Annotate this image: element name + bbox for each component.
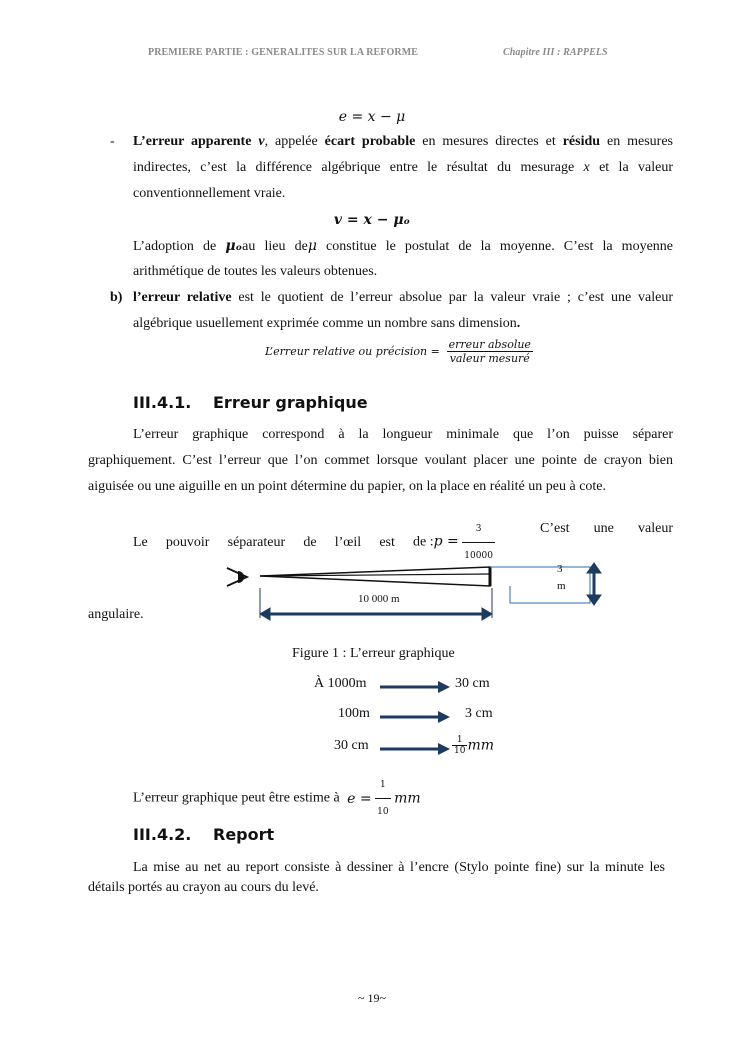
- pouvoir-denominator: 10000: [464, 551, 493, 561]
- term-ecart: écart probable: [324, 134, 416, 149]
- section-title-2: Report: [213, 825, 275, 844]
- adoption-b: au lieu de: [242, 239, 308, 254]
- pouvoir-word: une: [593, 521, 614, 536]
- symbol-mu0: μₒ: [225, 238, 243, 254]
- fraction-numerator: 1: [452, 735, 467, 746]
- arrow-3: [380, 742, 450, 756]
- pouvoir-p: p =: [433, 533, 459, 550]
- bullet-dash: -: [110, 134, 115, 149]
- diagram-length-label: 10 000 m: [358, 593, 400, 605]
- formula-numerator: erreur absolue: [448, 338, 531, 351]
- var-v: v: [258, 134, 265, 149]
- item-label-b: b): [110, 290, 123, 305]
- arrow-row-to: 3 cm: [465, 706, 493, 721]
- fraction-denominator: 10: [454, 746, 466, 756]
- para1-line-2: graphiquement. C’est l’erreur que l’on commet lorsque voulant placer une pointe de crayon bien: [88, 453, 673, 468]
- eye-icon: [227, 568, 247, 586]
- relative-text-1: est le quotient de l’erreur absolue par la valeur vraie ; c’est une valeur: [231, 290, 674, 305]
- vertical-arrow: [587, 563, 601, 605]
- angulaire-text: angulaire.: [88, 607, 144, 622]
- pouvoir-word: pouvoir: [165, 534, 210, 550]
- pouvoir-line-right: [540, 516, 673, 542]
- term-residu: résidu: [562, 134, 601, 149]
- pouvoir-word: est: [379, 534, 395, 550]
- adoption-line-2: arithmétique de toutes les valeurs obtenues.: [133, 264, 378, 279]
- error-diagram: [220, 560, 610, 622]
- equation-v: v = x − μₒ: [333, 212, 411, 228]
- adoption-a: L’adoption de: [133, 239, 226, 254]
- arrow-row-from: 30 cm: [334, 738, 369, 753]
- pouvoir-word: l’œil: [334, 534, 362, 550]
- pouvoir-word: de :: [413, 534, 434, 550]
- bullet-line2b: et la valeur: [589, 160, 673, 175]
- pouvoir-word: de: [303, 534, 317, 550]
- para1-line-1: L’erreur graphique correspond à la longueur minimale que l’on puisse séparer: [133, 427, 673, 442]
- relative-line-2: [133, 311, 520, 337]
- estimate-text: L’erreur graphique peut être estime à: [133, 790, 340, 806]
- relative-formula: [265, 338, 533, 365]
- arrow-row-to: 30 cm: [455, 676, 490, 691]
- pouvoir-numerator: 3: [462, 516, 495, 543]
- bullet-t2: en mesures directes et: [415, 134, 563, 149]
- estimate-unit: mm: [394, 790, 421, 807]
- estimate-denominator: 10: [377, 807, 389, 817]
- relative-dot: .: [516, 316, 521, 331]
- var-x: x: [583, 160, 590, 175]
- formula-denominator: valeur mesuré: [449, 352, 530, 365]
- pouvoir-word: valeur: [638, 521, 673, 536]
- pouvoir-word: séparateur: [227, 534, 286, 550]
- term-apparente: L’erreur apparente: [133, 134, 252, 149]
- label-box: [490, 567, 590, 603]
- para1-line-3: aiguisée ou une aiguille en un point détermine du papier, on la place en réalité un peu à cote.: [88, 479, 607, 494]
- header-left: PREMIERE PARTIE : GENERALITES SUR LA REFORME: [148, 47, 419, 58]
- bullet-t3: en mesures: [600, 134, 673, 149]
- term-relative: l’erreur relative: [133, 290, 232, 305]
- fraction-unit: mm: [467, 737, 495, 754]
- figure-caption: Figure 1 : L’erreur graphique: [292, 646, 455, 661]
- formula-left: L’erreur relative ou précision =: [265, 345, 440, 358]
- adoption-line-1: [133, 233, 673, 260]
- bullet-line-1: [133, 129, 673, 155]
- section-number-2: III.4.2.: [133, 825, 192, 844]
- relative-text-2: algébrique usuellement exprimée comme un nombre sans dimension: [133, 316, 517, 331]
- bullet-line2a: indirectes, c’est la différence algébrique entre le résultat du mesurage: [133, 160, 584, 175]
- bullet-t1: , appelée: [264, 134, 325, 149]
- sight-triangle: [260, 567, 490, 586]
- arrow-2: [380, 710, 450, 724]
- bullet-line-2: [133, 155, 673, 181]
- arrow-row-from: À 1000m: [314, 676, 367, 691]
- diagram-side-label-2: m: [557, 580, 566, 592]
- pouvoir-word: C’est: [540, 521, 570, 536]
- estimate-numerator: 1: [375, 772, 390, 799]
- arrow-row-to-fraction: [452, 735, 494, 756]
- estimate-e: e =: [347, 790, 372, 807]
- relative-line-1: [133, 285, 673, 311]
- arrow-row-from: 100m: [338, 706, 370, 721]
- pouvoir-word: Le: [133, 534, 148, 550]
- symbol-mu: μ: [307, 238, 317, 254]
- equation-e: e = x − μ: [338, 109, 406, 125]
- section-number-1: III.4.1.: [133, 393, 192, 412]
- header-right: Chapitre III : RAPPELS: [503, 47, 608, 58]
- page-number: ~ 19~: [358, 991, 386, 1005]
- arrow-1: [380, 680, 450, 694]
- para2-line-2: détails portés au crayon au cours du levé.: [88, 880, 319, 895]
- section-title-1: Erreur graphique: [213, 393, 368, 412]
- adoption-c: constitue le postulat de la moyenne. C’est la moyenne: [316, 239, 674, 254]
- para2-line-1: La mise au net au report consiste à dessiner à l’encre (Stylo pointe fine) sur la minute les: [133, 860, 665, 875]
- diagram-side-label-1: 3: [557, 563, 563, 575]
- bullet-line-3: conventionnellement vraie.: [133, 186, 286, 201]
- estimate-line: [133, 772, 421, 825]
